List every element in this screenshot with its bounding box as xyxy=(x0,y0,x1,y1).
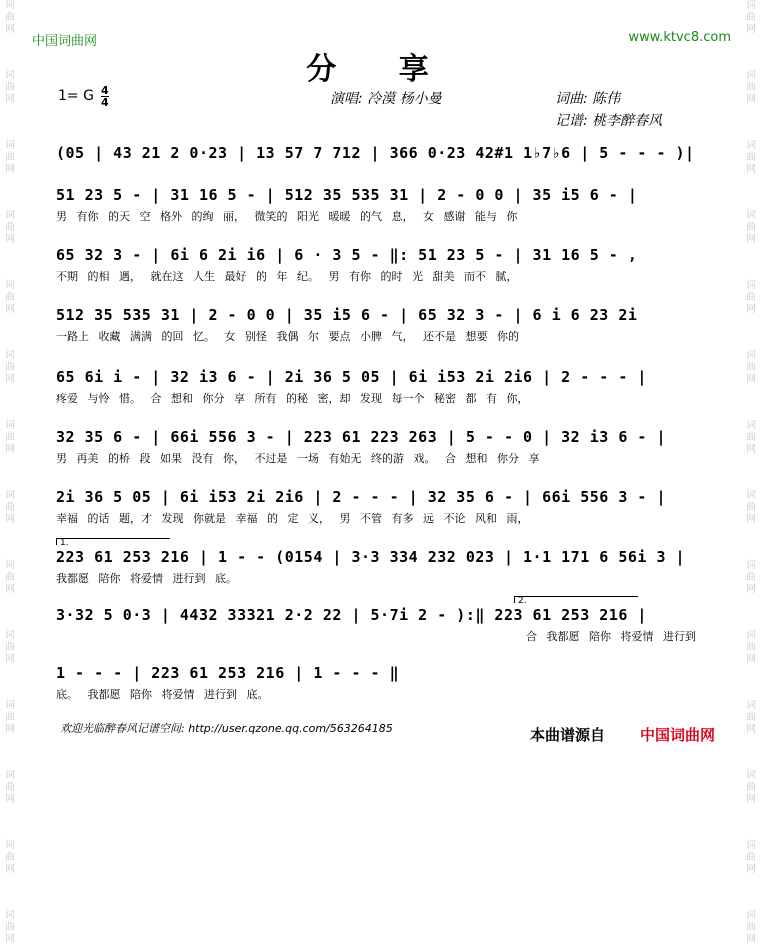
watermark-text: 词曲网 xyxy=(746,420,756,455)
watermark-text: 词曲网 xyxy=(5,70,15,105)
score-lyrics: 我都愿 陪你 将爱情 进行到 底。 xyxy=(56,572,237,585)
score-notes: 512 35 535 31 | 2 - 0 0 | 35 i5 6 - | 65 32 3 - | 6 i 6 23 2i xyxy=(56,306,638,324)
watermark-text: 词曲网 xyxy=(746,700,756,735)
watermark-text: 词曲网 xyxy=(5,280,15,315)
footer-note: 欢迎光临醉春风记谱空间: http://user.qzone.qq.com/563264185 xyxy=(60,722,393,735)
score-lyrics: 疼爱 与怜 惜。 合 想和 你分 享 所有 的秘 密，却 发现 每一个 秘密 都 有 你， xyxy=(56,392,529,405)
score-lyrics: 底。 我都愿 陪你 将爱情 进行到 底。 xyxy=(56,688,269,701)
volta-bracket: 2. xyxy=(514,596,638,603)
score-notes: 223 61 253 216 | 1 - - (0154 | 3·3 334 232 023 | 1·1 171 6 56i 3 | xyxy=(56,548,686,566)
transcriber-credit: 记谱: 桃李醉春风 xyxy=(555,113,663,129)
key-signature: 1= G xyxy=(58,88,94,104)
score-lyrics: 合 我都愿 陪你 将爱情 进行到 xyxy=(526,630,696,643)
score-notes: 1 - - - | 223 61 253 216 | 1 - - - ‖ xyxy=(56,664,400,682)
watermark-text: 词曲网 xyxy=(746,490,756,525)
watermark-text: 词曲网 xyxy=(5,560,15,595)
score-lyrics: 不期 的相 遇， 就在这 人生 最好 的 年 纪。 男 有你 的时 光 甜美 而不 腻， xyxy=(56,270,518,283)
watermark-text: 词曲网 xyxy=(5,700,15,735)
score-notes: 65 32 3 - | 6i 6 2i i6 | 6 · 3 5 - ‖: 51 23 5 - | 31 16 5 - , xyxy=(56,246,638,264)
source-label: 本曲谱源自 xyxy=(530,726,606,744)
score-notes: 51 23 5 - | 31 16 5 - | 512 35 535 31 | 2 - 0 0 | 35 i5 6 - | xyxy=(56,186,638,204)
time-signature xyxy=(101,85,109,108)
right-watermark-strip xyxy=(743,0,759,945)
watermark-text: 词曲网 xyxy=(5,840,15,875)
score-notes: 32 35 6 - | 66i 556 3 - | 223 61 223 263 | 5 - - 0 | 32 i3 6 - | xyxy=(56,428,666,446)
watermark-text: 词曲网 xyxy=(746,630,756,665)
watermark-text: 词曲网 xyxy=(5,420,15,455)
watermark-text: 词曲网 xyxy=(746,70,756,105)
time-signature-bottom: 4 xyxy=(101,96,109,109)
watermark-text: 词曲网 xyxy=(746,840,756,875)
watermark-text: 词曲网 xyxy=(5,910,15,945)
watermark-text: 词曲网 xyxy=(5,490,15,525)
watermark-text: 词曲网 xyxy=(5,210,15,245)
source-site-link[interactable]: 中国词曲网 xyxy=(640,726,716,744)
score-lyrics: 幸福 的话 题，才 发现 你就是 幸福 的 定 义， 男 不管 有多 远 不论 风和 雨， xyxy=(56,512,529,525)
watermark-text: 词曲网 xyxy=(746,770,756,805)
watermark-text: 词曲网 xyxy=(746,910,756,945)
watermark-text: 词曲网 xyxy=(5,0,15,35)
song-title: 分 享 xyxy=(306,52,455,87)
score-notes: 65 6i i - | 32 i3 6 - | 2i 36 5 05 | 6i i53 2i 2i6 | 2 - - - | xyxy=(56,368,647,386)
watermark-text: 词曲网 xyxy=(746,210,756,245)
score-notes: 2i 36 5 05 | 6i i53 2i 2i6 | 2 - - - | 32 35 6 - | 66i 556 3 - | xyxy=(56,488,666,506)
watermark-text: 词曲网 xyxy=(746,350,756,385)
watermark-text: 词曲网 xyxy=(5,770,15,805)
watermark-text: 词曲网 xyxy=(746,140,756,175)
watermark-text: 词曲网 xyxy=(746,560,756,595)
site-url-top[interactable]: www.ktvc8.com xyxy=(628,30,731,45)
site-name-top[interactable]: 中国词曲网 xyxy=(32,34,98,49)
score-notes: 3·32 5 0·3 | 4432 33321 2·2 22 | 5·7i 2 - ):‖ 223 61 253 216 | xyxy=(56,606,647,624)
watermark-text: 词曲网 xyxy=(5,350,15,385)
score-notes: (05 | 43 21 2 0·23 | 13 57 7 712 | 366 0·23 42#1 1♭7♭6 | 5 - - - )| xyxy=(56,144,695,162)
composer-credit: 词曲: 陈伟 xyxy=(555,91,621,107)
watermark-text: 词曲网 xyxy=(5,630,15,665)
singers-credit: 演唱: 冷漠 杨小曼 xyxy=(330,91,442,107)
time-signature-top: 4 xyxy=(101,84,109,97)
score-lyrics: 一路上 收藏 满满 的回 忆。 女 别怪 我偶 尔 要点 小脾 气， 还不是 想要 你的 xyxy=(56,330,519,343)
watermark-text: 词曲网 xyxy=(5,140,15,175)
watermark-text: 词曲网 xyxy=(746,0,756,35)
score-lyrics: 男 有你 的天 空 格外 的绚 丽， 微笑的 阳光 暖暖 的气 息， 女 感谢 能与 你 xyxy=(56,210,518,223)
left-watermark-strip xyxy=(2,0,18,945)
watermark-text: 词曲网 xyxy=(746,280,756,315)
volta-bracket: 1. xyxy=(56,538,170,545)
score-lyrics: 男 再美 的桥 段 如果 没有 你， 不过是 一场 有始无 终的游 戏。 合 想和 你分 享 xyxy=(56,452,540,465)
